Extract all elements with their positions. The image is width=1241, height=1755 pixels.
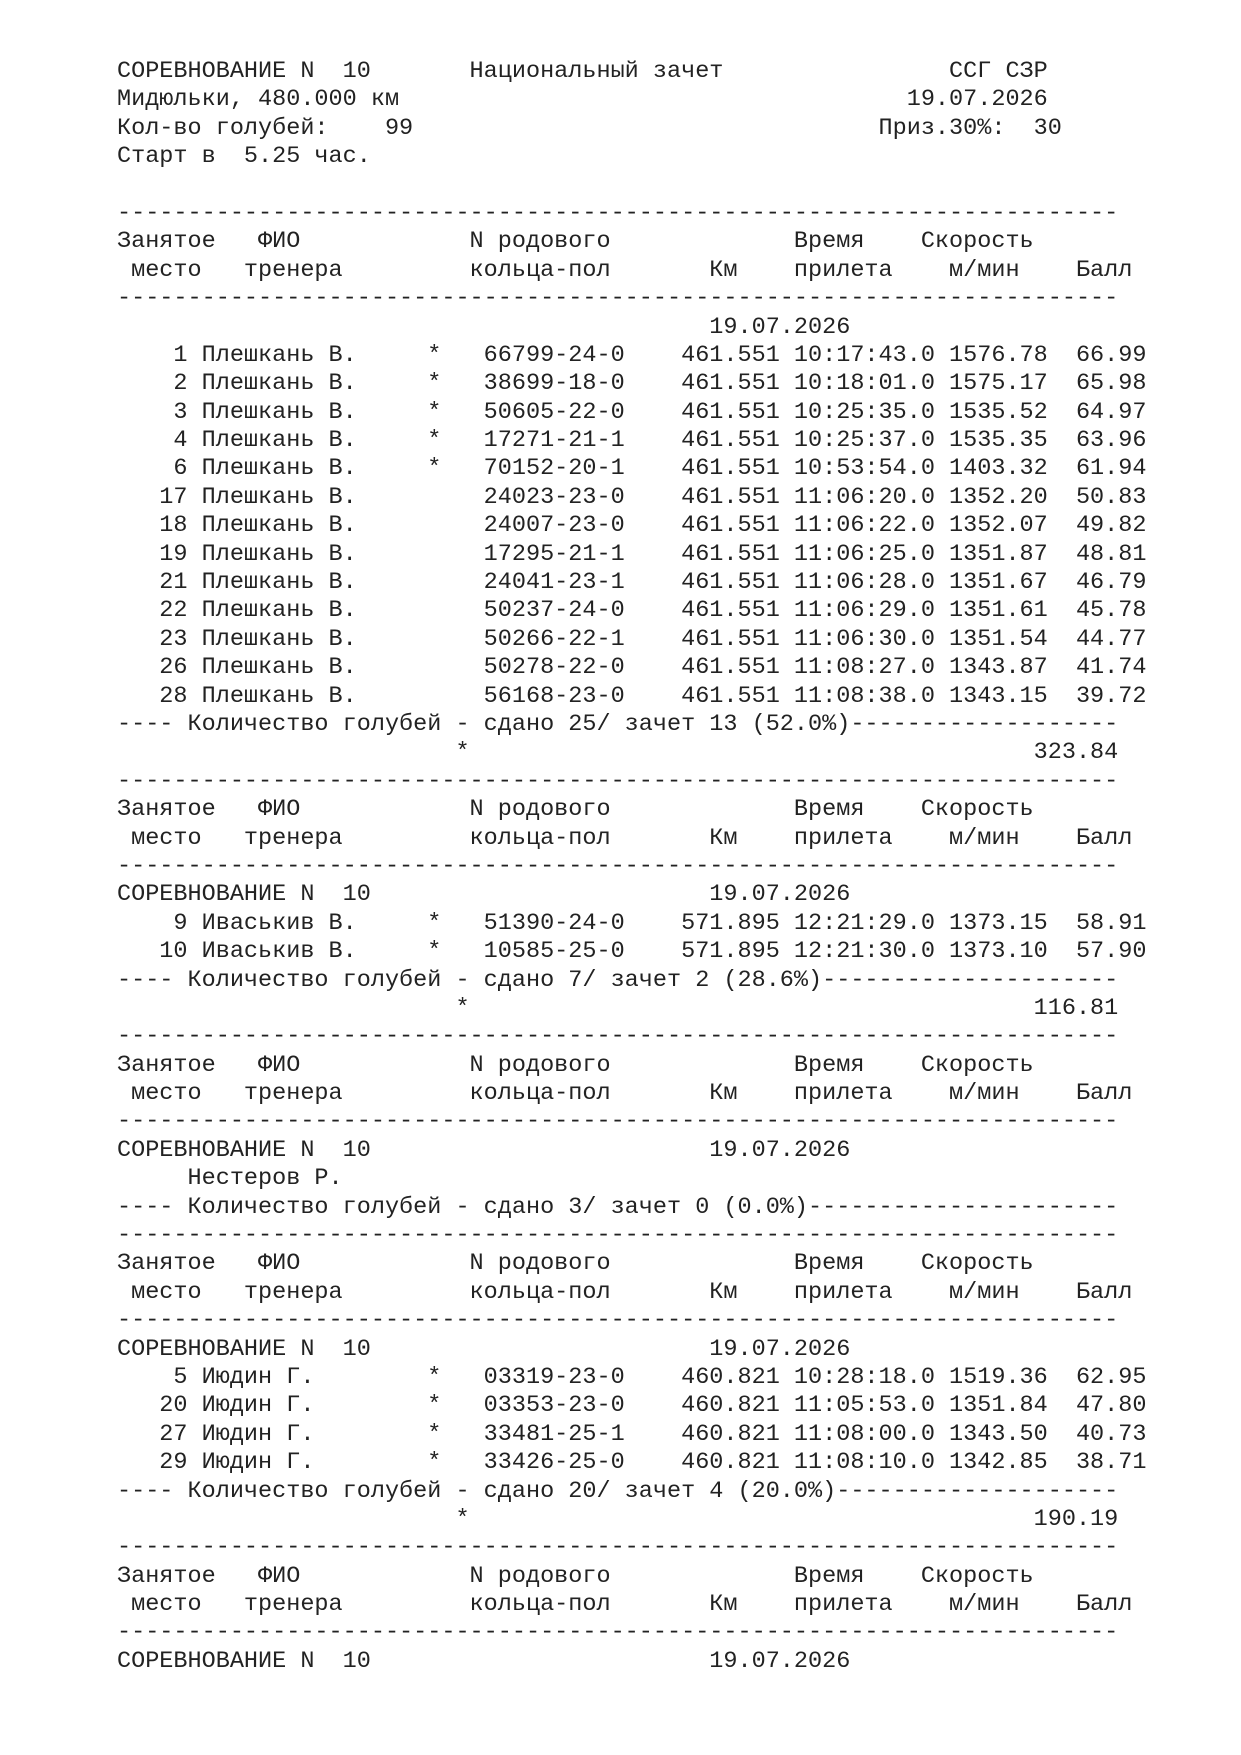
column-header-line: место тренера кольца-пол Км прилета м/мин Балл bbox=[117, 1591, 1133, 1619]
blank-line bbox=[117, 172, 1146, 200]
section-summary-line: ---- Количество голубей - сдано 3/ зачет 0 (0.0%)---------------------- bbox=[117, 1193, 1119, 1221]
trainer-name-line: Нестеров Р. bbox=[117, 1165, 343, 1193]
section-summary-line: ---- Количество голубей - сдано 20/ зачет 4 (20.0%)-------------------- bbox=[117, 1477, 1119, 1505]
column-header-line: место тренера кольца-пол Км прилета м/мин Балл bbox=[117, 1080, 1133, 1108]
result-row: 4 Плешкань В. * 17271-21-1 461.551 10:25:37.0 1535.35 63.96 bbox=[117, 427, 1147, 455]
result-row: 22 Плешкань В. 50237-24-0 461.551 11:06:29.0 1351.61 45.78 bbox=[117, 597, 1147, 625]
result-row: 2 Плешкань В. * 38699-18-0 461.551 10:18:01.0 1575.17 65.98 bbox=[117, 370, 1147, 398]
separator-line: ----------------------------------------------------------------------- bbox=[117, 1307, 1119, 1335]
result-row: 3 Плешкань В. * 50605-22-0 461.551 10:25:35.0 1535.52 64.97 bbox=[117, 398, 1147, 426]
result-row: 29 Июдин Г. * 33426-25-0 460.821 11:08:10.0 1342.85 38.71 bbox=[117, 1449, 1147, 1477]
section-summary-line: ---- Количество голубей - сдано 7/ зачет 2 (28.6%)--------------------- bbox=[117, 966, 1119, 994]
column-header-line: Занятое ФИО N родового Время Скорость bbox=[117, 1250, 1034, 1278]
section-title-line: СОРЕВНОВАНИЕ N 10 19.07.2026 bbox=[117, 881, 851, 909]
header-line: Мидюльки, 480.000 км 19.07.2026 bbox=[117, 86, 1048, 114]
header-line: СОРЕВНОВАНИЕ N 10 Национальный зачет ССГ СЗР bbox=[117, 58, 1048, 85]
separator-line: ----------------------------------------------------------------------- bbox=[117, 852, 1119, 880]
results-printout bbox=[117, 58, 1146, 1676]
result-row: 9 Иваськив В. * 51390-24-0 571.895 12:21:29.0 1373.15 58.91 bbox=[117, 909, 1147, 937]
result-row: 21 Плешкань В. 24041-23-1 461.551 11:06:28.0 1351.67 46.79 bbox=[117, 569, 1147, 597]
result-row: 26 Плешкань В. 50278-22-0 461.551 11:08:27.0 1343.87 41.74 bbox=[117, 654, 1147, 682]
section-total-line: * 116.81 bbox=[117, 994, 1119, 1022]
result-row: 6 Плешкань В. * 70152-20-1 461.551 10:53:54.0 1403.32 61.94 bbox=[117, 455, 1147, 483]
header-line: Старт в 5.25 час. bbox=[117, 143, 371, 171]
column-header-line: Занятое ФИО N родового Время Скорость bbox=[117, 1051, 1034, 1079]
result-row: 5 Июдин Г. * 03319-23-0 460.821 10:28:18.0 1519.36 62.95 bbox=[117, 1363, 1147, 1391]
column-header-line: место тренера кольца-пол Км прилета м/мин Балл bbox=[117, 256, 1133, 284]
separator-line: ----------------------------------------------------------------------- bbox=[117, 767, 1119, 795]
separator-line: ----------------------------------------------------------------------- bbox=[117, 1619, 1119, 1647]
column-header-line: Занятое ФИО N родового Время Скорость bbox=[117, 796, 1034, 824]
separator-line: ----------------------------------------------------------------------- bbox=[117, 285, 1119, 313]
section-title-line: СОРЕВНОВАНИЕ N 10 19.07.2026 bbox=[117, 1136, 851, 1164]
result-row: 10 Иваськив В. * 10585-25-0 571.895 12:21:30.0 1373.10 57.90 bbox=[117, 938, 1147, 966]
result-row: 19 Плешкань В. 17295-21-1 461.551 11:06:25.0 1351.87 48.81 bbox=[117, 540, 1147, 568]
result-row: 20 Июдин Г. * 03353-23-0 460.821 11:05:53.0 1351.84 47.80 bbox=[117, 1392, 1147, 1420]
result-row: 23 Плешкань В. 50266-22-1 461.551 11:06:30.0 1351.54 44.77 bbox=[117, 625, 1147, 653]
section-summary-line: ---- Количество голубей - сдано 25/ зачет 13 (52.0%)------------------- bbox=[117, 710, 1119, 738]
column-header-line: место тренера кольца-пол Км прилета м/мин Балл bbox=[117, 1278, 1133, 1306]
column-header-line: место тренера кольца-пол Км прилета м/мин Балл bbox=[117, 824, 1133, 852]
separator-line: ----------------------------------------------------------------------- bbox=[117, 1534, 1119, 1562]
separator-line: ----------------------------------------------------------------------- bbox=[117, 1023, 1119, 1051]
result-row: 18 Плешкань В. 24007-23-0 461.551 11:06:22.0 1352.07 49.82 bbox=[117, 512, 1147, 540]
section-total-line: * 190.19 bbox=[117, 1505, 1119, 1533]
section-title-line: СОРЕВНОВАНИЕ N 10 19.07.2026 bbox=[117, 1647, 851, 1675]
section-title-line: СОРЕВНОВАНИЕ N 10 19.07.2026 bbox=[117, 1335, 851, 1363]
section-date-line: 19.07.2026 bbox=[117, 313, 851, 341]
separator-line: ----------------------------------------------------------------------- bbox=[117, 1108, 1119, 1136]
header-line: Кол-во голубей: 99 Приз.30%: 30 bbox=[117, 114, 1062, 142]
section-total-line: * 323.84 bbox=[117, 739, 1119, 767]
column-header-line: Занятое ФИО N родового Время Скорость bbox=[117, 228, 1034, 256]
column-header-line: Занятое ФИО N родового Время Скорость bbox=[117, 1562, 1034, 1590]
separator-line: ----------------------------------------------------------------------- bbox=[117, 199, 1119, 227]
result-row: 1 Плешкань В. * 66799-24-0 461.551 10:17:43.0 1576.78 66.99 bbox=[117, 341, 1147, 369]
separator-line: ----------------------------------------------------------------------- bbox=[117, 1222, 1119, 1250]
result-row: 27 Июдин Г. * 33481-25-1 460.821 11:08:00.0 1343.50 40.73 bbox=[117, 1420, 1147, 1448]
result-row: 17 Плешкань В. 24023-23-0 461.551 11:06:20.0 1352.20 50.83 bbox=[117, 483, 1147, 511]
result-row: 28 Плешкань В. 56168-23-0 461.551 11:08:38.0 1343.15 39.72 bbox=[117, 682, 1147, 710]
